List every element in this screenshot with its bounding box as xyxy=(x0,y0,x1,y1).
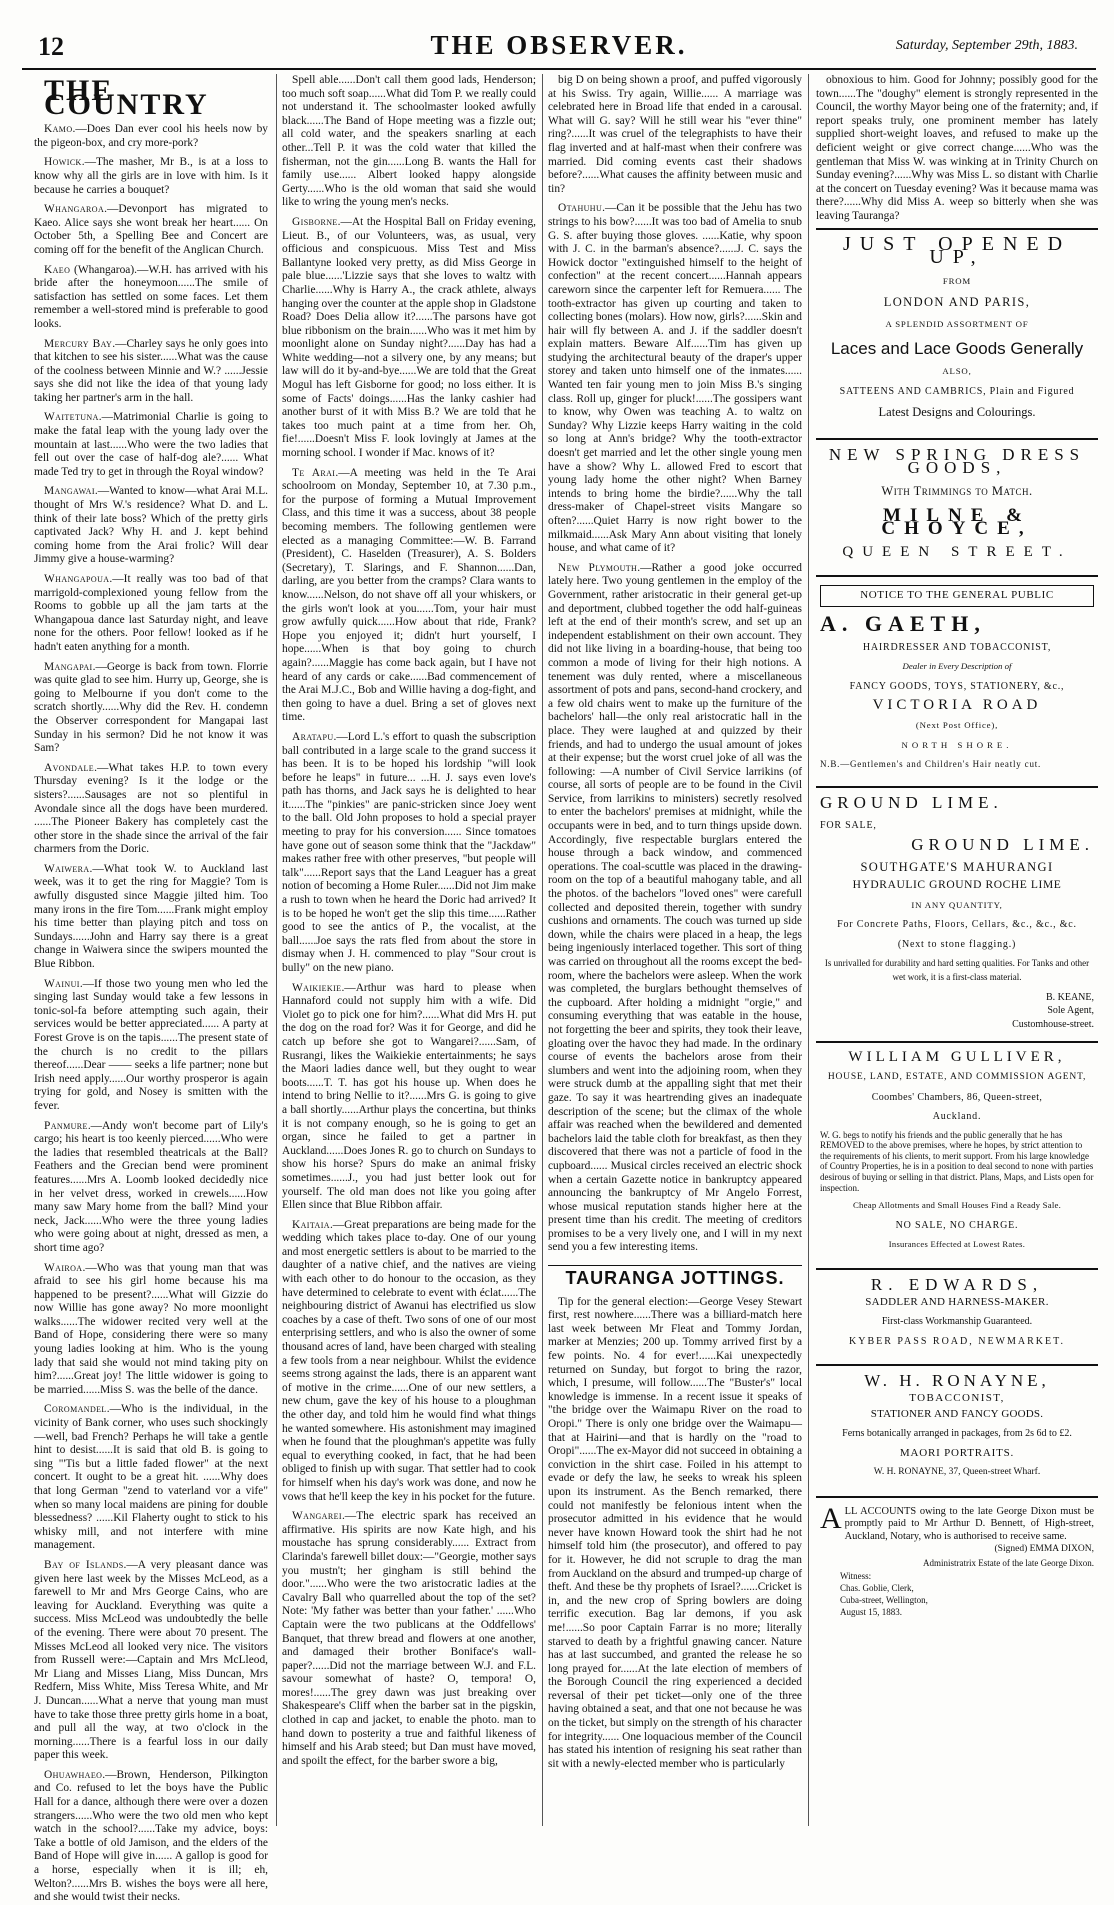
ad-text: HAIRDRESSER AND TOBACCONIST, xyxy=(862,641,1052,653)
news-item xyxy=(282,216,536,461)
ad-text: Dealer in Every Description of xyxy=(902,661,1012,672)
place-name: Howick xyxy=(44,156,82,169)
ad-text: FROM xyxy=(942,275,972,286)
divider xyxy=(548,1265,802,1266)
ad-text: MAORI PORTRAITS. xyxy=(899,1446,1015,1459)
news-item xyxy=(282,731,536,976)
ad-heading: NOTICE TO THE GENERAL PUBLIC xyxy=(820,585,1094,607)
item-text: .—If those two young men who led the singing last Sunday would take a few lessons in tonic-sol-fa before attempting such again, their services would be better appreciated...... A party at Forest Grove is on the tapis......The present state of the church is no credit to the pillars thereof......Dear —— seeks a life partner; none but Irish need apply......Our worthy prosperor is again trying for gold, and Nosey is smitten with the fever. xyxy=(34,977,268,1112)
ad-heading: GROUND LIME. xyxy=(911,834,1094,854)
item-text: .—A meeting was held in the Te Arai schoolroom on Monday, September 10, at 7.30 p.m., for the purpose of forming a Mutual Improvement Class, and this time it was a success, about 38 people becoming members. The following gentlemen were elected as a managing Committee:—W. B. Farrand (President), C. Haselden (Treasurer), A. S. Bolders (Secretary), T. Slarings, and F. Shannon......Dan, darling, are you better from the cramps? Clara wants to know......Nelson, do not shave off all your whiskers, or the girls won't look at you......Tom, your hair must grow awfully quick......How about that ride, Frank? Hope you enjoyed it; didn't hurt yourself, I hope......When is that boy going to church again?......Maggie has come back again, but I have not heard of any cards or cake......Bad commencement of the Arai M.J.C., Bob and Willie having a dog-fight, and then going to have a duel. Bring a set of gloves next time. xyxy=(282,466,536,724)
ad-text: HYDRAULIC GROUND ROCHE LIME xyxy=(852,878,1062,891)
ad-text: For Concrete Paths, Floors, Cellars, &c., &c., &c. xyxy=(837,919,1077,931)
masthead-rule xyxy=(22,68,1096,70)
news-item xyxy=(34,485,268,567)
ad-text: With Trimmings to Match. xyxy=(881,484,1033,499)
ad-text: Cheap Allotments and Small Houses Find a Ready Sale. xyxy=(852,1200,1062,1211)
place-name: Ohuawhaeo xyxy=(44,1768,103,1781)
ad-heading: JUST OPENED UP, xyxy=(842,232,1072,269)
item-text: .—Wanted to know—what Arai M.L. thought of Mrs W.'s residence? What D. and L. think of their late boss? Which of the pretty girls captivated Jack? Why H. and J. kept behind coming home from the Arai frolic? Will dear Jimmy give a house-warming? xyxy=(34,485,268,566)
ad-text: ALSO, xyxy=(942,366,972,377)
ad-ronayne xyxy=(816,1366,1098,1498)
news-item xyxy=(282,1219,536,1504)
column-rule xyxy=(808,74,809,1826)
place-name: Coromandel xyxy=(44,1403,107,1416)
item-text: .—What took W. to Auckland last week, was it to get the ring for Maggie? Tom is awfully disgusted since Maggie jilted him. Too many irons in the fire Tom......Frank might employ his time better than playing pitch and toss on Sundays......John and Harry say there is a great change in Waiwera since the swipers mounted the Blue Ribbon. xyxy=(34,862,268,971)
item-text: .—Rather a good joke occurred lately here. Two young gentlemen in the employ of the Government, rather aristocratic in their general get-up and deportment, clubbed together the odd half-guineas left at the end of their month's screw, and set up an independent establishment on their own account. They did not like living in a boarding-house, that being too common a mode of living for their high notions. A tenement was duly rented, where a miscellaneous assortment of pots and pans, second-hand crockery, and a few old chairs went to make up the furniture of the bachelors' hall—the only real aristocratic hall in the place. They were laughed at and quizzed by their friends, and had to undergo the usual amount of jokes at their expense; but the worst cruel joke of all was the following: —A number of Civil Service larrikins (of course, all sorts of people are to be found in the Civil Service, from larrikins to ministers) secretly resolved to enter the bachelors' premises at midnight, while the occupants were in bed, and to turn things upside down. Accordingly, five respectable burglars entered the house through a back window, and commenced operations. The coal-scuttle was placed in the drawing-room on the top of a beautiful mahogany table, and all the photos. of the bachelors "loved ones" were carefull collected and deposited therein, together with sundry cushions and ornaments. The couch was turned up side down, while the chairs were placed in a heap, the legs being ingeniously interlaced together. This sort of thing was carried on throughout all the rooms except the bed-room, where the bachelors were asleep. When the work was completed, the burglars bethought themselves of the cupboard. After holding a midnight "orgie," and consuming everything that was eatable in the house, not forgetting the beer and spirits, they took their leave, gloating over the havoc they had made. In the ordinary course of events the bachelors arose from their slumbers and went into the adjoining room, when they were struck dumb at the appalling sight that met their gaze. To say it was heartrending gives an inadequate description of the scene; but the climax of the whole affair was reached when the bewildered and demented bachelors laid the table cloth for breakfast, as then they discovered that there was not a particle of food in the cupboard...... Musical circles received an electric shock when a certain Gazette notice in bankruptcy appeared announcing the bankruptcy of Mr Angelo Forrest, whose musical reputation stands higher here at the present time than his credit. The meeting of creditors promises to be a very lively one, and I will in my next send you a few interesting items. xyxy=(548,561,802,1254)
ad-firm-name: R. EDWARDS, xyxy=(870,1275,1044,1295)
item-text: .—The electric spark has received an affirmative. His spirits are now Kate high, and his moustache has sprung considerably...... Extract from Clarinda's farewell billet doux:—"Georgie, mother says you mustn't; her gingham is still behind the door."......Who were the two aristocratic ladies at the Cavalry Ball who quarrelled about the top of the set? Note: 'My father was better than your father.' ......Who Captain were the two publicans at the Oddfellows' Banquet, that threw bread and flowers at one another, and damaged their brother Boniface's wall-paper?......Did not the marriage between W.J. and F.L. savour somewhat of haste? O, tempora! O, mores!......The grey dawn was just breaking over Shakespeare's Cliff when the barber sat in the pigskin, clothed in cap and jacket, to enable the photo. man to hand down to posterity a true and faithful likeness of himself and his Arab steed; but Dan must have moved, and spoilt the effect, for the barber swore a big, xyxy=(282,1510,536,1767)
ad-firm-name: WILLIAM GULLIVER, xyxy=(848,1049,1066,1066)
ad-firm-name: MILNE & CHOYCE, xyxy=(881,504,1033,540)
ad-edwards xyxy=(816,1270,1098,1366)
news-item xyxy=(34,661,268,756)
ad-text: LL ACCOUNTS owing to the late George Dixon must be promptly paid to Mr Arthur D. Bennett, of High-street, Auckland, Notary, who is authorised to receive same. xyxy=(844,1505,1094,1542)
ad-text: August 15, 1883. xyxy=(840,1607,903,1618)
item-text: .—Does Dan ever cool his heels now by the pigeon-box, and cry more-pork? xyxy=(34,123,268,149)
ad-firm-name: W. H. RONAYNE, xyxy=(864,1371,1050,1391)
column-3 xyxy=(548,74,802,1826)
news-item xyxy=(282,982,536,1213)
column-2 xyxy=(282,74,536,1826)
item-text: .—Can it be possible that the Jehu has two strings to his bow?......It was too bad of Amelia to snub G. S. after buying those gloves. ......Katie, why spoon with J. C. in the barman's absence?......J. C. says the Howick doctor "extinguished himself to the height of confection" at the recent concert......Hannah appears careworn since the carpenter left for Remuera...... The tooth-extractor has given up courting and taken to collecting bones (molars). How now, girls?......Skin and hair will fly between A. and J. if the saddler doesn't explain matters. Beware Alf......Tim has given up studying the architectural beauty of the draper's upper storey and taken unto himself one of the inmates...... Wanted ten fair young men to join Miss B.'s singing class. Roll up, ginger for pluck!......The gossipers want to know, why Owen was teaching A. to waltz on Sunday? Why Lizzie keeps Harry waiting in the cold so long at Ann's bridge? Why the tooth-extractor doesn't get married and let the other single young men have a show? Why L. allowed Fred to escort that young lady home the other night? When Barney intends to bring home the birdie?......Why the tall dress-maker of Chapel-street visits Mangare so often?......Quiet Harry is now right bower to the milkmaid......Ask Mary Ann about visiting that lonely house, and what came of it? xyxy=(548,202,802,555)
news-item xyxy=(548,562,802,1255)
ad-dress-goods xyxy=(816,440,1098,578)
column-rule xyxy=(542,74,543,1826)
ad-text: N.B.—Gentlemen's and Children's Hair neatly cut. xyxy=(820,759,1042,770)
column-1 xyxy=(34,74,268,1904)
item-text: .—It really was too bad of that marrigold-complexioned young fellow from the Rooms to gobble up all the jam tarts at the Whangapoua dance last Saturday night, and leave none for the others. Poor fellow! looked as if he hadn't eaten anything for a month. xyxy=(34,573,268,653)
ad-text: NORTH SHORE. xyxy=(901,739,1013,750)
jottings-continued: obnoxious to him. Good for Johnny; possibly good for the town......The "doughy" element is strongly represented in the Council, the worthy Mayor being one of the fraternity; and, if report speaks truly, one prominent member has lately supplied short-weight loaves, and refused to make up the deficient weight or give correct change......Who was the gentleman that Miss W. was winking at in Trinity Church on Sunday evening?......Why was Miss L. so distant with Charlie at the concert on Tuesday evening? Was it because mama was there?......Why did Miss A. weep so bitterly when she was leaving Tauranga? xyxy=(816,74,1098,222)
item-text: .—Andy won't become part of Lily's cargo; his heart is too keenly pierced......Who were the ladies that resembled theatricals at the Ball? Feathers and the Grecian bend were prominent features......Mrs A. Loomb looked decidedly nice in her velvet dress, worked in crewels......How many saw Mary home from the ball? Mind your neck, Jack......Who were the three young ladies who were going about at night, dressed as men, a short time ago? xyxy=(34,1119,268,1254)
place-name: Mangawai xyxy=(44,485,95,498)
ad-laces xyxy=(816,230,1098,440)
ad-text: SOUTHGATE'S MAHURANGI xyxy=(860,860,1054,875)
ad-text: B. KEANE, xyxy=(1045,991,1094,1003)
place-name: Avondale xyxy=(44,761,95,774)
item-text: .—What takes H.P. to town every Thursday evening? Is it the lodge or the sisters?......Sausages are not so plentiful in Avondale since all the dogs have been murdered. ......The Pioneer Bakery has completely cast the other store in the shade since the arrival of the fair charmers from the Doric. xyxy=(34,761,268,856)
place-name: Whangapoua xyxy=(44,573,110,585)
ad-text: SADDLER AND HARNESS-MAKER. xyxy=(865,1295,1049,1308)
ad-text: (Next Post Office), xyxy=(915,720,999,730)
place-name: Waitetuna xyxy=(44,411,99,424)
item-text: .—George is back from town. Florrie was quite glad to see him. Hurry up, George, she is going to Melbourne if you don't come to the scratch shortly......Why did the Rev. H. condemn the Observer correspondent for Mangapai last Sunday in his sermon? Did he not know it was Sam? xyxy=(34,660,268,755)
ad-text: Chas. Goblie, Clerk, xyxy=(840,1583,914,1594)
news-item xyxy=(34,338,268,406)
item-text: .—At the Hospital Ball on Friday evening, Lieut. B., of our Volunteers, was, as usual, very officious and conspicuous. Miss Test and Miss Ballantyne looked very pretty, as did Miss George in pale blue......'Lizzie says that she loves to waltz with Charlie......Why is Harry A., the crack athlete, always hanging over the counter at the apple shop in Gladstone Road? Does Delia allow it?......The parsons have got blue ribbonism on the brain......Who was it met him by moonlight alone on Sunday night?......Day has had a White wedding—not a silvery one, by any means; but law will do it by-and-bye......We are told that the Great Mogul has left Gisborne for good; no loss either. It is some of Facts' doings......Has the lanky cashier had another burst of it with Miss B.? We are told that he takes too much paint at a time from her. Oh, fie!......Doesn't Miss F. look lovingly at James at the morning school. I wonder if Mac. knows of it? xyxy=(282,215,537,460)
ad-text: Sole Agent, xyxy=(1047,1005,1094,1017)
ad-text: VICTORIA ROAD xyxy=(872,697,1042,714)
ad-text: Cuba-street, Wellington, xyxy=(840,1595,928,1606)
place-name: Kamo xyxy=(44,123,73,136)
ad-text: NO SALE, NO CHARGE. xyxy=(895,1219,1019,1231)
item-text: .—Arthur was hard to please when Hannaford could not supply him with a wife. Did Violet go to pick one for him?......What did Mrs H. put the dog on the road for? Was it for George, and did he catch up before she got to Wangarei?......Sam, of Rusrangi, likes the Waikiekie entertainments; he says the Maori ladies dance well, but they ought to wear boots......T. T. has got his house up. When does he intend to bring Nellie to it?......Mrs G. is going to give a ball shortly......Arthur plays the concertina, but thinks it is not company enough, so he is going to get an organ, since he failed to get a partner in Auckland......Does Jones R. go to church on Sundays to show his horse? Spurs do make an animal frisky sometimes......J., you had just better look out for yourself. The old man does not like you going after Ellen since that Blue Ribbon affair. xyxy=(282,981,536,1212)
news-item xyxy=(282,1510,536,1768)
item-text: Spell able......Don't call them good lads, Henderson; too much soft soap......What did Tom P. we really could not understand it. The schoolmaster looked awfully black......The Band of Hope meeting was a fizzle out; all cold water, and the speakers snarling at each other...Tell P. it was the cold water that killed the fisherman, not the gin......Long B. wants the Hall for family use...... Albert looked happy alongside Gerty......Who is the old woman that said she would like to wring the young men's necks. xyxy=(282,74,536,209)
news-item xyxy=(34,411,268,479)
place-name: Mercury Bay xyxy=(44,337,113,350)
ad-text: Laces and Lace Goods Generally xyxy=(830,338,1084,358)
place-name: Wangarei xyxy=(292,1510,342,1523)
ad-text: First-class Workmanship Guaranteed. xyxy=(881,1316,1033,1328)
news-item xyxy=(34,978,268,1114)
country-items-continued xyxy=(548,74,802,1255)
page-number: 12 xyxy=(38,32,64,61)
ad-text: FOR SALE, xyxy=(820,819,877,831)
ad-text: (Signed) EMMA DIXON, xyxy=(994,1544,1094,1555)
ad-text: Ferns botanically arranged in packages, from 2s 6d to £2. xyxy=(842,1428,1072,1440)
ad-accounts-body xyxy=(820,1501,1094,1543)
place-name: Kaitaia xyxy=(292,1218,330,1231)
news-item xyxy=(34,1120,268,1256)
ad-text: KYBER PASS ROAD, NEWMARKET. xyxy=(849,1335,1065,1347)
item-text: .—Great preparations are being made for the wedding which takes place to-day. One of our young and most energetic settlers is about to be married to the daughter of a native chief, and the natives are vieing with each other to do honour to the occasion, as they have determined to celebrate to event with éclat......The neighbouring district of Awanui has electrified us slow coaches by a case of theft. Two sons of one of our most enterprising settlers, and who is also the owner of some thousand acres of land, have been charged with stealing a few tools from a near neighbour. Whilst the evidence seems strong against the lads, there is an apparent want of motive in the crime......One of our new settlers, a new chum, gave the key of his house to a ploughman the other day, and told him he would find what things he wanted somewhere. His astonishment may imagined when he found that the ploughman's appetite was fully equal to everything cooked, in fact, that he had been obliged to finish up with sugar. That settler had to cook for himself when his day's work was done, and now he vows that he'll keep the key in his pocket for the future. xyxy=(282,1218,536,1503)
place-name: Kaeo xyxy=(44,263,71,276)
item-text: (Whangaroa).—W.H. has arrived with his bride after the honeymoon......The smile of satisfaction has settled on some faces. Let them remember a well-stored mind is preferable to good looks. xyxy=(34,263,268,330)
ad-text: Auckland. xyxy=(932,1111,982,1123)
place-name: New Plymouth xyxy=(558,561,638,574)
ad-text: (Next to stone flagging.) xyxy=(897,938,1017,950)
ad-heading: GROUND LIME. xyxy=(820,793,1003,813)
ad-lime xyxy=(816,788,1098,1043)
column-4 xyxy=(816,74,1098,1826)
news-item xyxy=(34,573,268,655)
news-item xyxy=(34,762,268,857)
ad-text: Insurances Effected at Lowest Rates. xyxy=(888,1239,1026,1250)
place-name: Wairoa xyxy=(44,1261,83,1274)
ad-heading: NEW SPRING DRESS GOODS, xyxy=(828,444,1086,478)
column-rule xyxy=(276,74,277,1826)
ad-gulliver xyxy=(816,1043,1098,1270)
masthead xyxy=(22,26,1096,66)
country-items-continued xyxy=(282,74,536,1768)
news-item xyxy=(34,863,268,972)
place-name: Te Arai xyxy=(292,466,336,479)
ad-text: Coombes' Chambers, 86, Queen-street, xyxy=(871,1091,1043,1103)
news-item xyxy=(34,123,268,150)
ad-firm-name: A. GAETH, xyxy=(820,611,986,637)
place-name: Bay of Islands xyxy=(44,1558,124,1571)
news-item xyxy=(34,1262,268,1398)
ad-text: A SPLENDID ASSORTMENT OF xyxy=(885,318,1029,329)
jottings-title: TAURANGA JOTTINGS. xyxy=(565,1268,785,1289)
place-name: Gisborne xyxy=(292,215,338,228)
place-name: Panmure xyxy=(44,1119,88,1132)
news-item xyxy=(282,467,536,725)
paper-title: THE OBSERVER. xyxy=(430,30,688,60)
place-name: Whangaroa xyxy=(44,203,105,216)
news-item xyxy=(282,74,536,210)
place-name: Aratapu xyxy=(292,730,334,743)
item-text: .—Devonport has migrated to Kaeo. Alice says she wont break her heart...... On October 5th, a Spelling Bee and Concert are coming off for the benefit of the Anglican Church. xyxy=(34,203,268,256)
section-title: THE COUNTRY xyxy=(44,74,209,121)
ad-text: Is unrivalled for durability and hard setting qualities. For Tanks and other wet work, it is a first-class material. xyxy=(824,958,1090,982)
item-text: .—Brown, Henderson, Pilkington and Co. refused to let the boys have the Public Hall for a dance, although there were over a dozen strangers......Who were the two old men who kept watch in the school?......Take my advice, boys: Take a bottle of old Jamison, and the elders of the Band of Hope will give in...... A gallop is good for a horse, especially when it is ill; eh, Welton?......Mrs B. wishes the boys were all here, and she would twist their necks. xyxy=(34,1768,268,1904)
place-name: Otahuhu xyxy=(558,202,603,215)
ad-text: STATIONER AND FANCY GOODS. xyxy=(870,1407,1044,1420)
drop-cap: A xyxy=(820,1501,842,1535)
place-name: Waiwera xyxy=(44,862,90,875)
ad-text: Administratrix Estate of the late George Dixon. xyxy=(922,1557,1094,1568)
item-text: .—Who is the individual, in the vicinity of Bank corner, who uses such shockingly—well, bad French? Perhaps he will take a gentle hint to desist......It is said that old B. is going to sing "'Tis but a little faded flower" at the next concert. It ought to be a great hit. ......Why does that long German "zend to vaterland vor a vife" when so many local maidens are pining for double blessedness? ......Kil Flaherty ought to stick to his whisky mill, and not interfere with mine management. xyxy=(34,1403,268,1552)
news-item xyxy=(34,203,268,257)
place-name: Wainui xyxy=(44,977,80,990)
item-text: .—Who was that young man that was afraid to see his girl home because his ma happened to be present?......What will Gizzie do now Willie has gone away? No more moonlight walks......The widower recited very well at the Band of Hope, considering there were so many young ladies looking at him. Who is the young lady that said she would not mind taking pity on him?......Great joy! The little widower is going to be married......Miss S. was the belle of the dance. xyxy=(34,1261,268,1396)
news-item xyxy=(34,156,268,197)
item-text: .—A very pleasant dance was given here last week by the Misses McLeod, as a farewell to Mr and Mrs George Cains, who are leaving for Auckland. Everything was quite a success. Miss McLeod was undoubtedly the belle of the evening. There were about 70 present. The Misses McLeod all looked very nice. The visitors from Russell were:—Captain and Mrs McLleod, Mr Liang and Misses Liang, Miss Duncan, Mrs Redfern, Miss White, Miss Teresa White, and Mr J. Duncan......What a nerve that young man must have to take those three pretty girls home in a boat, and pull all the way, at two o'clock in the morning......There is a fearful loss in our daily paper this week. xyxy=(34,1558,268,1762)
ad-text: TOBACCONIST, xyxy=(909,1392,1005,1404)
news-item xyxy=(34,1769,268,1905)
news-item xyxy=(34,264,268,332)
news-item xyxy=(34,1559,268,1763)
news-item xyxy=(34,1403,268,1553)
place-name: Mangapai xyxy=(44,660,93,673)
news-item xyxy=(548,202,802,555)
ad-text: W. H. RONAYNE, 37, Queen-street Wharf. xyxy=(873,1467,1041,1478)
ad-text: Customhouse-street. xyxy=(1012,1018,1094,1030)
ad-text: Witness: xyxy=(840,1571,872,1582)
item-text: .—Charley says he only goes into that kitchen to see his sister......What was the cause of the coolness between Minnie and W.? ......Jessie says she did not like the idea of that young lady taking her partner's arm in the hall. xyxy=(34,337,268,404)
ad-text: QUEEN STREET. xyxy=(842,543,1072,560)
country-items xyxy=(34,123,268,1905)
jottings-text: Tip for the general election:—George Vesey Stewart first, rest nowhere......There was a billiard-match here last week between Mr Fleat and Tommy Jordan, marker at Menzies; 200 up. Tommy arrived first by a few points. No. 4 for ever!......Kai unexpectedly returned on Sunday, but forgot to bring the razor, which, I presume, will follow......The "Buster's" local knowledge is immense. In a recent issue it speaks of "the bridge over the Waimapu River on the road to Oropi." There is only one bridge over the Waimapu—that at Hairini—and that is hardly on the "road to Oropi"......The ex-Mayor did not succeed in obtaining a conviction in the shirt case. Foiled in his attempt to evade or defy the law, he seeks to wreak his spleen upon its instrument. As the Bench remarked, there could not manifestly be felonious intent when the prosecutor admitted in his evidence that he would never have known Howard took the shirt had he not himself told him (the prosecutor), and offered to pay for it. However, he did not scruple to drag the man from Auckland on the absurd and trumped-up charge of theft. And these be thy prophets of Israel?......Cricket is in, and the new crop of Spring bowlers are doing terrific execution. Bag lar demons, if you ask me!......So poor Captain Farrar is no more; literally starved to death by a frightful gnawing cancer. Nature has at last succumbed, and granted the release he so long prayed for......At the late election of members of the Borough Council the ring experienced a decided reversal of their pet ticket—only one of the three having obtained a seat, and that one not because he was on the ticket, but simply on the strength of his character for integrity...... One loquacious member of the Council has stated his intention of resigning his seat rather than sit with a newly-elected member who is particularly xyxy=(548,1295,803,1770)
place-name: Waikiekie xyxy=(292,981,342,994)
ad-text: W. G. begs to notify his friends and the public generally that he has REMOVED to the above premises, where he hopes, by strict attention to the requirements of his clients, to merit support. From his large knowledge of Country Properties, he is in a position to deal second to none with parties desirous of buying or selling in that district. Plans, Maps, and Lists open for inspection. xyxy=(820,1129,1094,1193)
ad-text: Latest Designs and Colourings. xyxy=(878,405,1036,420)
item-text: .—Matrimonial Charlie is going to make the fatal leap with the young lady over the mountain at last......Who were the two ladies that fell out over the case of half-dog ale?...... What made Ted try to get in through the Royal window? xyxy=(34,411,268,478)
ad-gaeth xyxy=(816,577,1098,788)
ad-text: HOUSE, LAND, ESTATE, AND COMMISSION AGENT, xyxy=(827,1071,1087,1082)
ad-text: FANCY GOODS, TOYS, STATIONERY, &c., xyxy=(849,680,1065,692)
issue-date: Saturday, September 29th, 1883. xyxy=(895,38,1078,53)
item-text: .—The masher, Mr B., is at a loss to know why all the girls are in love with him. Is it because he carries a bouquet? xyxy=(34,156,268,196)
item-text: big D on being shown a proof, and puffed vigorously at his Swiss. Try again, Willie...... A marriage was celebrated here in Broad life that ended in a carousal. What will G. say? Will he still wear his "ever thine" ring?......It was cruel of the telegraphists to have their flag inverted and at half-mast when their confrere was married. Did coming events cast their shadows before?......What causes the affinity between music and tin? xyxy=(548,74,802,195)
news-item xyxy=(548,74,802,196)
item-text: .—Lord L.'s effort to quash the subscription ball contributed in a large scale to the grand success it has been. It is to be hoped his lordship "will look before he leaps" in future... ...H. J. says even love's path has thorns, and Jack says he is delighted to hear it......The "pinkies" are panic-stricken since Joey went to the ball. Old John proposes to hold a special prayer meeting to pray for his conversion...... Since tomatoes have gone out of season some think that the "Jackdaw" makes rather free with other preserves, "but people will talk"......Report says that the Land Leaguer has a great notion of becoming a Home Ruler......Did not Jim make a rush to town when he heard the Doric had arrived? It is to be hoped he won't get the slip this time......Rather good to see the antics of P., the vocalist, at the ball......Joe says the rats fled from about the store in dismay when J. H. commenced to play "Sour crout is bully" on the new piano. xyxy=(282,730,536,974)
ad-text: LONDON AND PARIS, xyxy=(883,295,1031,310)
ad-text: SATTEENS AND CAMBRICS, Plain and Figured xyxy=(839,385,1075,397)
ad-text: IN ANY QUANTITY, xyxy=(911,899,1003,910)
ad-accounts xyxy=(816,1498,1098,1628)
